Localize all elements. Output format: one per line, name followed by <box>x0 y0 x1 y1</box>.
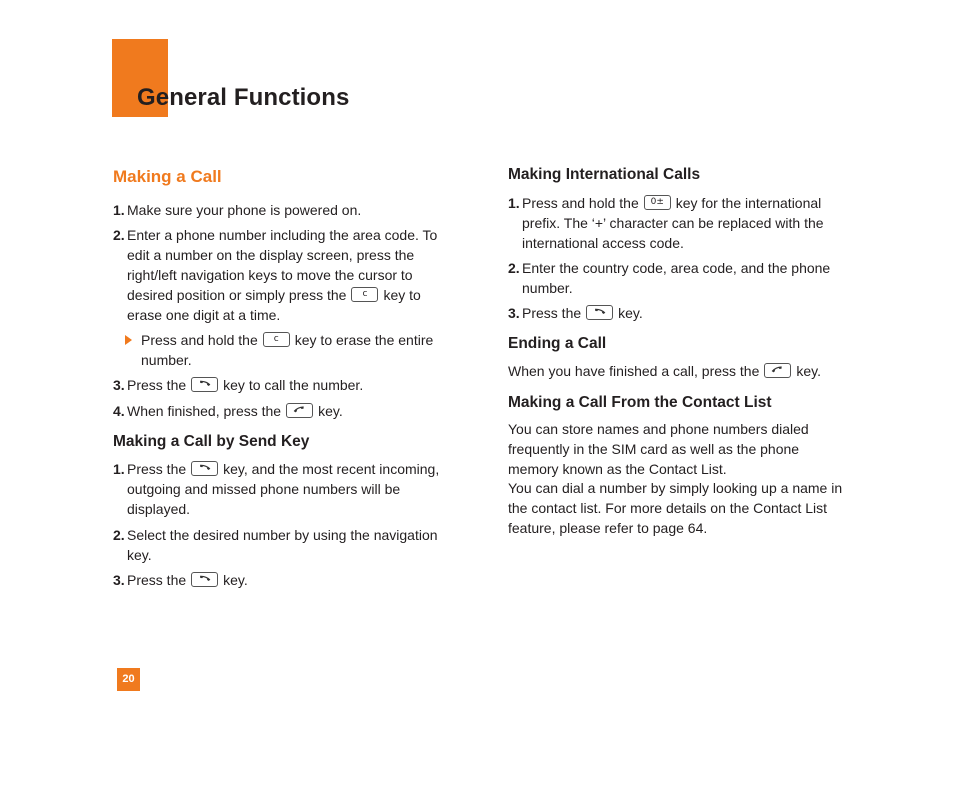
contact-list-paragraph: You can store names and phone numbers dialed frequently in the SIM card as well as the phone memory known as the Contact List. <box>508 421 809 477</box>
list-item <box>508 258 853 298</box>
list-item <box>113 225 453 325</box>
list-item <box>113 401 453 421</box>
ending-call-heading: Ending a Call <box>508 335 607 352</box>
international-heading: Making International Calls <box>508 166 701 183</box>
end-key-icon <box>764 363 791 378</box>
contact-list-heading: Making a Call From the Contact List <box>508 394 772 411</box>
list-item <box>508 303 853 323</box>
step-number: 3. <box>113 377 125 393</box>
send-key-icon <box>191 377 218 392</box>
list-item <box>508 193 853 253</box>
step-text: Make sure your phone is powered on. <box>127 202 362 218</box>
step-number: 1. <box>113 202 125 218</box>
sub-text: Press and hold the <box>141 332 258 348</box>
clear-key-icon: c <box>263 332 290 347</box>
step-text: Select the desired number by using the navigation key. <box>127 527 438 563</box>
send-key-heading: Making a Call by Send Key <box>113 433 310 450</box>
list-item <box>113 570 453 590</box>
list-item <box>113 525 453 565</box>
step-number: 1. <box>508 195 520 211</box>
sub-text: key to erase the entire number. <box>141 332 434 368</box>
step-text: Press the <box>127 461 187 477</box>
list-item <box>113 200 453 220</box>
step-text: Press and hold the <box>522 195 639 211</box>
step-number: 3. <box>508 305 520 321</box>
step-text: key. <box>223 572 248 588</box>
step-number: 2. <box>113 227 125 243</box>
step-text: Enter a phone number including the area code. To edit a number on the display screen, press the right/left navigation keys to move the cursor to desired position or simply press the <box>127 227 438 303</box>
ending-call-text: When you have finished a call, press the key. <box>508 363 822 379</box>
step-text: key. <box>618 305 643 321</box>
step-number: 1. <box>113 461 125 477</box>
send-key-icon <box>191 572 218 587</box>
triangle-bullet-icon <box>125 335 132 345</box>
step-text: When finished, press the <box>127 403 282 419</box>
step-number: 3. <box>113 572 125 588</box>
list-item <box>113 375 453 395</box>
zero-key-icon: 0± <box>644 195 671 210</box>
step-number: 4. <box>113 403 125 419</box>
step-text: key, and the most recent incoming, outgoing and missed phone numbers will be displayed. <box>127 461 440 517</box>
step-text: key to erase one digit at a time. <box>127 287 421 323</box>
making-a-call-heading: Making a Call <box>113 167 222 186</box>
step-text: Press the <box>522 305 582 321</box>
step-number: 2. <box>508 260 520 276</box>
step-text: key. <box>318 403 343 419</box>
send-key-icon <box>586 305 613 320</box>
list-item <box>113 330 453 370</box>
list-item <box>113 459 453 519</box>
end-key-icon <box>286 403 313 418</box>
step-text: Enter the country code, area code, and the phone number. <box>522 260 831 296</box>
clear-key-icon: c <box>351 287 378 302</box>
step-text: Press the <box>127 572 187 588</box>
step-text: Press the <box>127 377 187 393</box>
step-text: key to call the number. <box>223 377 364 393</box>
step-number: 2. <box>113 527 125 543</box>
page-title: General Functions <box>137 84 350 111</box>
contact-list-paragraph: You can dial a number by simply looking up a name in the contact list. For more details on the Contact List feature, please refer to page 64. <box>508 480 843 536</box>
step-text: key for the international prefix. The ‘+’ character can be replaced with the international access code. <box>522 195 824 251</box>
send-key-icon <box>191 461 218 476</box>
page-number: 20 <box>117 668 140 691</box>
